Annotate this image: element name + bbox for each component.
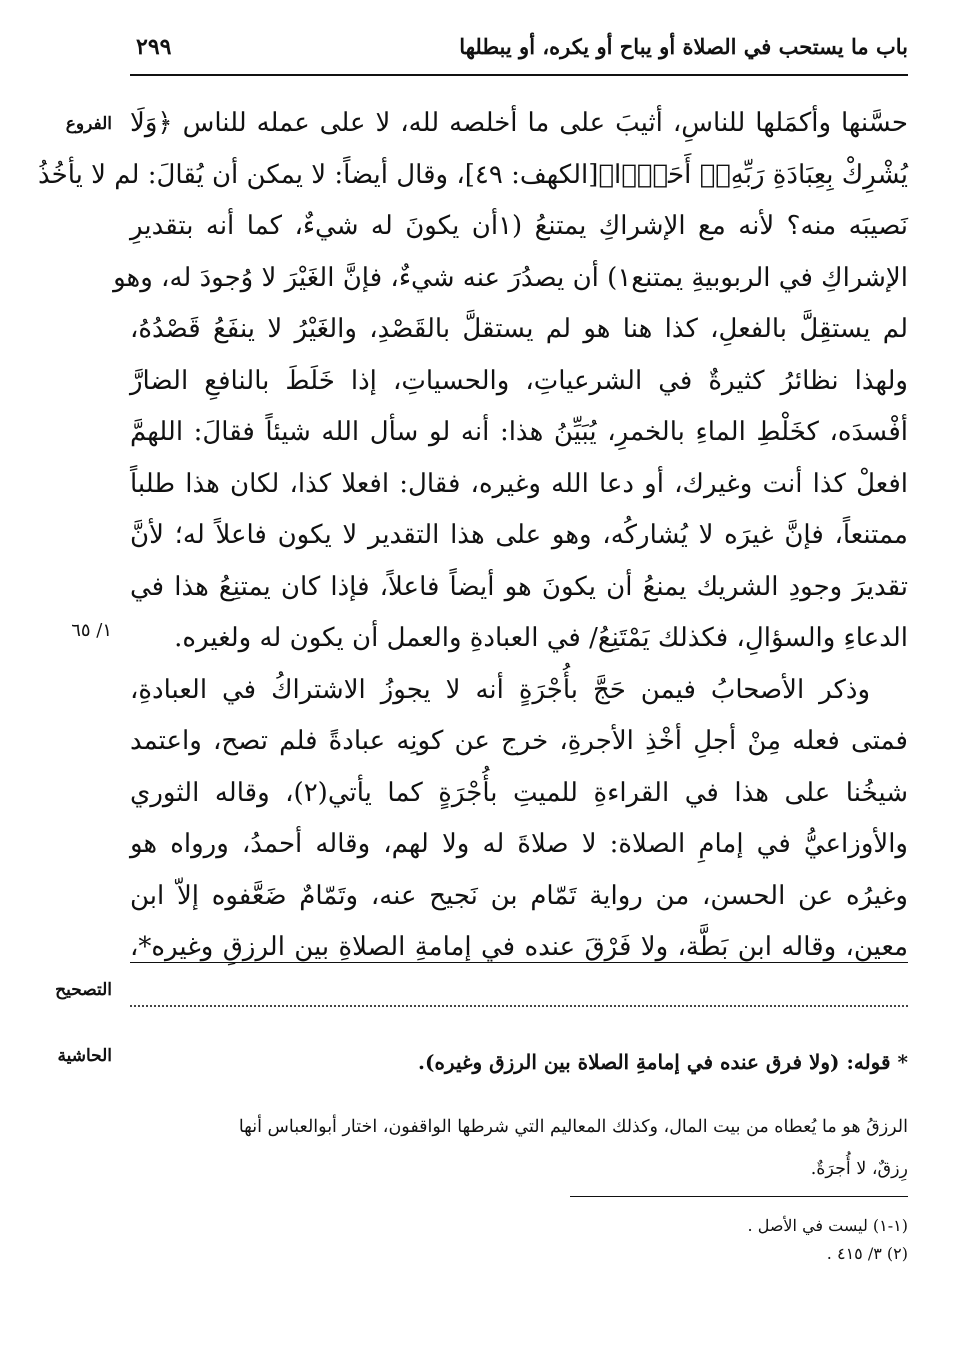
- hashiya-line: الرزقُ هو ما يُعطاه من بيت المال، وكذلك المعاليم التي شرطها الواقفون، اختار أبوالعباس أنها: [238, 1117, 908, 1137]
- tashih-dotted-line: [130, 1005, 908, 1007]
- page-header: [130, 34, 908, 76]
- text-line: الإشراكِ في الربوبيةِ يمتنع١) أن يصدُرَ عنه شيءٌ، فإنَّ الغَيْرَ لا وُجودَ له، وهو: [113, 262, 908, 293]
- text-line: نَصيبَه منه؟ لأنه مع الإشراكِ يمتنعُ (١أن يكونَ له شيءٌ، كما أنه بتقديرِ: [130, 211, 908, 241]
- text-line: لم يستقِلَّ بالفعلِ، كذا هنا هو لم يستقلَّ بالقَصْدِ، والغَيْرُ لا ينفَعُ قَصْدُهُ،: [130, 314, 908, 344]
- hashiya-line: رِزقٌ، لا أُجرَةٌ.: [810, 1159, 908, 1179]
- text-line: ولهذا نظائرُ كثيرةٌ في الشرعياتِ، والحسياتِ، إذا خَلَطَ بالنافعِ الضارَّ: [130, 365, 908, 396]
- text-line: شيخُنا على هذا في القراءةِ للميتِ بأُجْرَةٍ كما يأتي(٢)، وقاله الثوري: [130, 777, 908, 808]
- margin-volume-reference: ١/ ٦٥: [71, 620, 112, 641]
- hashiya-body: [130, 1106, 908, 1190]
- page-number: ٢٩٩: [136, 34, 172, 60]
- margin-label-furu: الفروع: [65, 114, 112, 134]
- footnote: (١-١) ليست في الأصل .: [747, 1216, 908, 1235]
- hashiya-heading: * قوله: (ولا فرق عنده في إمامةِ الصلاة بين الرزق وغيره).: [418, 1050, 908, 1074]
- text-line: أفْسدَه، كخَلْطِ الماءِ بالخمرِ، يُبَيِّنُ هذا: أنه لو سأل الله شيئاً فقالَ: اللهمَّ: [130, 417, 908, 447]
- text-line: ممتنعاً، فإنَّ غيرَه لا يُشاركُه، وهو على هذا التقدير لا يكون فاعلاً له؛ لأنَّ: [130, 520, 908, 550]
- section-divider: [130, 962, 908, 963]
- text-line: افعلْ كذا أنت وغيرك، أو دعا الله وغيره، فقال: افعلا كذا، لكان هذا طلباً: [130, 468, 908, 499]
- margin-label-tashih: التصحيح: [55, 980, 112, 1000]
- text-line: يُشْرِكْ بِعِبَادَةِ رَبِّهِۦٓ أَحَدًۢا﴾[الكهف: ٤٩]، وقال أيضاً: لا يمكن أن يُقالَ: لم لا يأخُذُ: [38, 159, 908, 190]
- text-line: والأوزاعيُّ في إمامِ الصلاة: لا صلاةَ له ولا لهم، وقاله أحمدُ، ورواه هو: [130, 829, 908, 859]
- text-line: تقديرَ وجودِ الشريك يمنعُ أن يكونَ هو أيضاً فاعلاً، فإذا كان يمتنِعُ هذا في: [130, 571, 908, 602]
- footnotes: [130, 1212, 908, 1268]
- text-line: وغيرُه عن الحسن، من رواية تَمّام بن نَجيح عنه، وتَمّامٌ ضَعَّفوه إلاّ ابن: [130, 880, 908, 911]
- text-line: حسَّنها وأكمَلها للناسِ، أثيبَ على ما أخلصه لله، لا على عمله للناس ﴿وَلَا: [130, 108, 908, 138]
- margin-label-hashiya: الحاشية: [57, 1046, 112, 1066]
- text-line: معين، وقاله ابن بَطَّة، ولا فَرْقَ عنده في إمامةِ الصلاةِ بين الرزقِ وغيره*،: [130, 932, 908, 962]
- chapter-title: باب ما يستحب في الصلاة أو يباح أو يكره، أو يبطلها: [459, 34, 908, 59]
- text-line: وذكر الأصحابُ فيمن حَجَّ بأُجْرَةٍ أنه لا يجوزُ الاشتراكُ في العبادةِ،: [130, 674, 870, 705]
- text-line: فمتى فعله مِنْ أجلِ أخْذِ الأجرةِ، خرج عن كونِه عبادةً فلم تصح، واعتمد: [130, 726, 908, 756]
- footnote: (٢) ٣/ ٤١٥ .: [826, 1244, 908, 1263]
- text-line: الدعاءِ والسؤالِ، فكذلك يَمْتَنِعُ/ في العبادةِ والعمل أن يكون له ولغيره.: [174, 623, 908, 653]
- footnote-divider: [570, 1196, 908, 1197]
